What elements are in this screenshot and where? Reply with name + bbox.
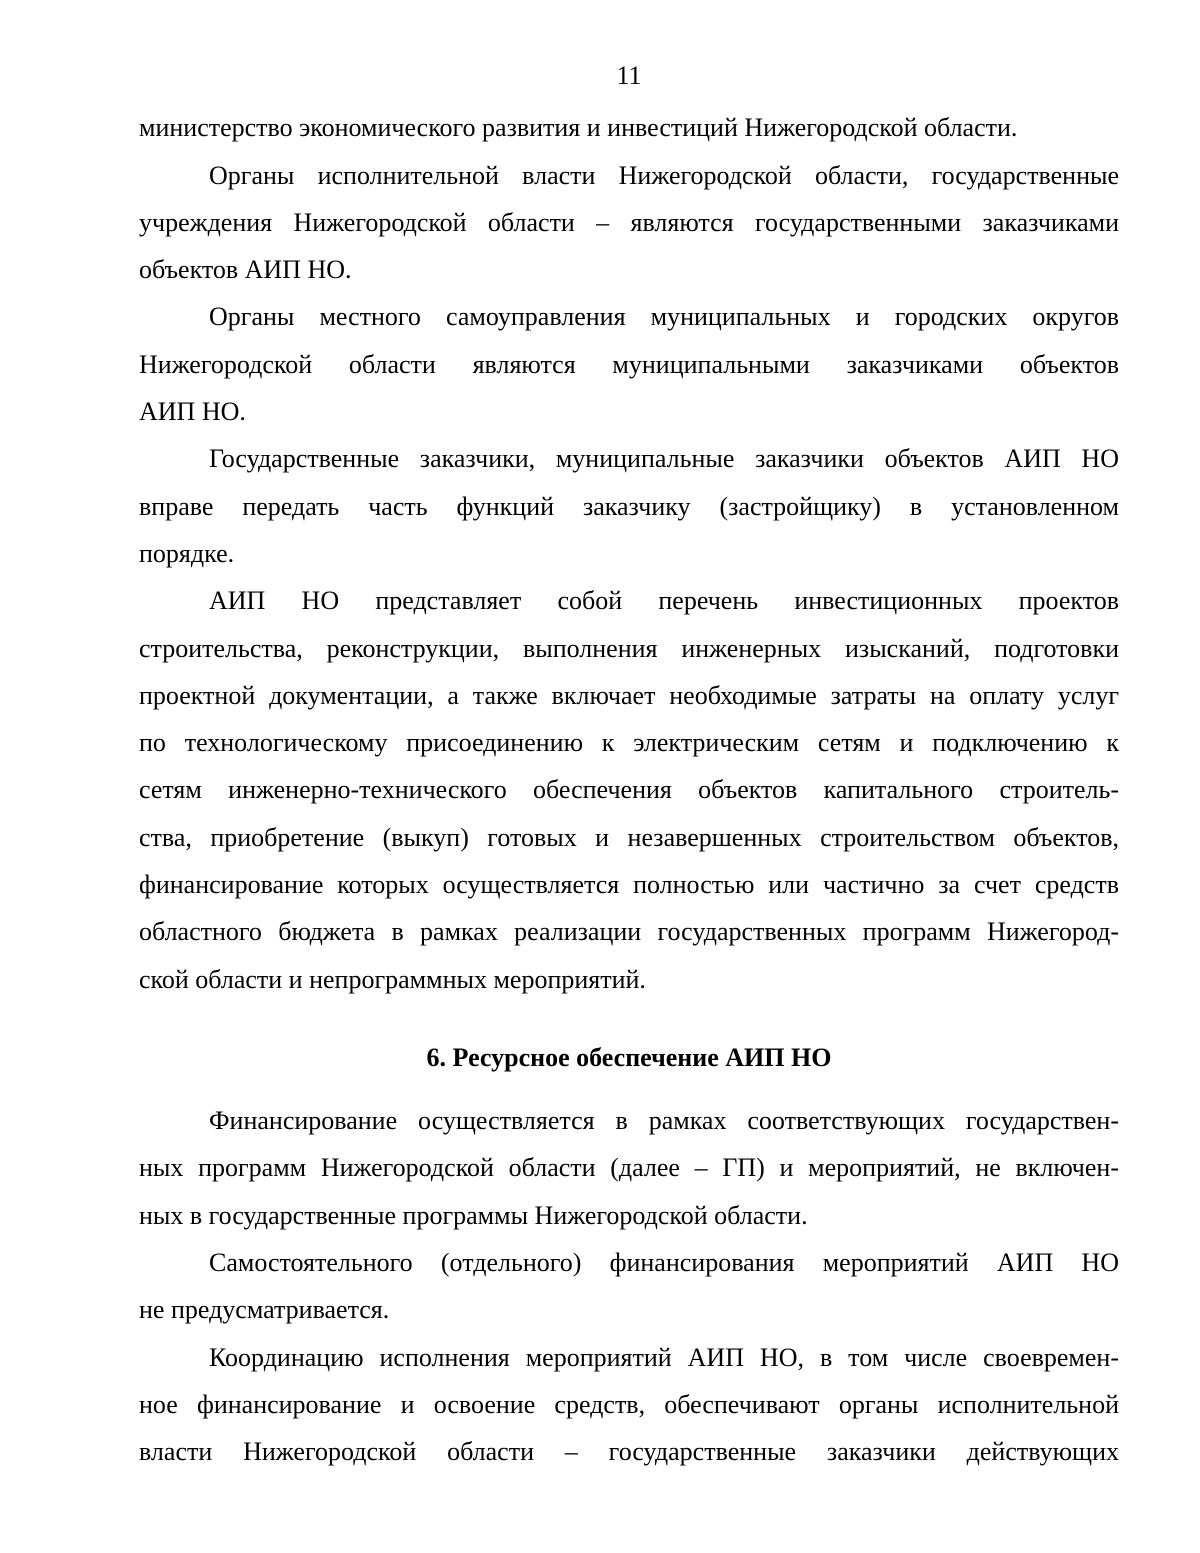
paragraph-line: вправе передать часть функций заказчику (застройщику) в установленном — [139, 492, 1119, 521]
paragraph-line: Органы местного самоуправления муниципальных и городских округов — [209, 302, 1119, 331]
paragraph-line: финансирование которых осуществляется полностью или частично за счет средств — [139, 870, 1119, 899]
paragraph-line: объектов АИП НО. — [139, 255, 352, 284]
paragraph-line: ской области и непрограммных мероприятий. — [139, 965, 646, 994]
paragraph-line: не предусматривается. — [139, 1295, 390, 1324]
paragraph-line: областного бюджета в рамках реализации государственных программ Нижегород- — [139, 917, 1119, 946]
paragraph-line: АИП НО. — [139, 397, 246, 426]
paragraph-line: АИП НО представляет собой перечень инвестиционных проектов — [209, 586, 1119, 615]
paragraph-line: ных программ Нижегородской области (далее – ГП) и мероприятий, не включен- — [139, 1153, 1119, 1182]
paragraph-line: сетям инженерно-технического обеспечения объектов капитального строитель- — [139, 775, 1119, 804]
paragraph-line: Государственные заказчики, муниципальные заказчики объектов АИП НО — [209, 444, 1119, 473]
paragraph-line: Органы исполнительной власти Нижегородской области, государственные — [209, 161, 1119, 190]
paragraph-line: Координацию исполнения мероприятий АИП НО, в том числе своевремен- — [209, 1343, 1119, 1372]
section-heading: 6. Ресурсное обеспечение АИП НО — [426, 1043, 832, 1072]
paragraph-line: строительства, реконструкции, выполнения инженерных изысканий, подготовки — [139, 634, 1119, 663]
paragraph-line: власти Нижегородской области – государственные заказчики действующих — [139, 1437, 1119, 1466]
page-number: 11 — [616, 61, 642, 90]
paragraph-line: по технологическому присоединению к электрическим сетям и подключению к — [139, 728, 1119, 757]
paragraph-line: ства, приобретение (выкуп) готовых и незавершенных строительством объектов, — [139, 823, 1119, 852]
paragraph-line: ных в государственные программы Нижегородской области. — [139, 1201, 808, 1230]
paragraph-line: министерство экономического развития и инвестиций Нижегородской области. — [139, 113, 1018, 142]
paragraph-line: Финансирование осуществляется в рамках соответствующих государствен- — [209, 1106, 1119, 1135]
paragraph-line: проектной документации, а также включает необходимые затраты на оплату услуг — [139, 681, 1119, 710]
paragraph-line: Самостоятельного (отдельного) финансирования мероприятий АИП НО — [209, 1248, 1119, 1277]
paragraph-line: учреждения Нижегородской области – являются государственными заказчиками — [139, 208, 1119, 237]
paragraph-line: Нижегородской области являются муниципальными заказчиками объектов — [139, 350, 1119, 379]
paragraph-line: порядке. — [139, 539, 235, 568]
paragraph-line: ное финансирование и освоение средств, обеспечивают органы исполнительной — [139, 1390, 1119, 1419]
